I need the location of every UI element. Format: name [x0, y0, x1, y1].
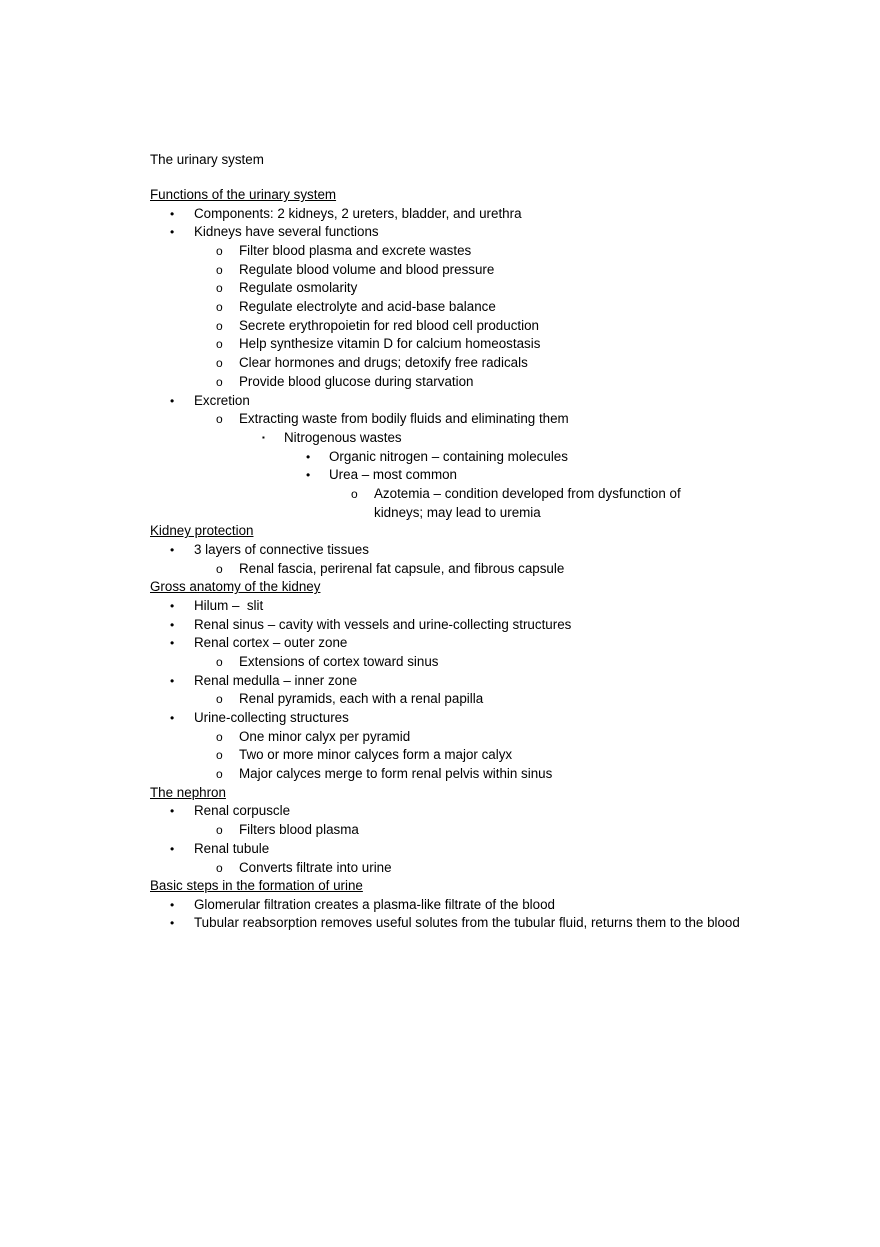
- circle-bullet-icon: o: [216, 412, 223, 427]
- list-item: • Renal cortex – outer zone: [150, 634, 740, 653]
- circle-bullet-icon: o: [216, 654, 223, 669]
- list-item: • Renal medulla – inner zone: [150, 672, 740, 691]
- circle-bullet-icon: o: [216, 860, 223, 875]
- circle-bullet-icon: o: [216, 243, 223, 258]
- circle-bullet-icon: o: [216, 318, 223, 333]
- section-heading-gross-anatomy: Gross anatomy of the kidney: [150, 579, 321, 595]
- list-item: o Secrete erythropoietin for red blood cell production: [150, 317, 740, 336]
- list-item: o Help synthesize vitamin D for calcium homeostasis: [150, 335, 740, 354]
- list-item: o Filters blood plasma: [150, 821, 740, 840]
- list-item: • Renal sinus – cavity with vessels and urine-collecting structures: [150, 616, 740, 635]
- list-item: o Converts filtrate into urine: [150, 859, 740, 878]
- circle-bullet-icon: o: [216, 561, 223, 576]
- disc-bullet-icon: •: [170, 393, 175, 408]
- list-item: • Kidneys have several functions: [150, 223, 740, 242]
- circle-bullet-icon: o: [216, 356, 223, 371]
- list-item: o Filter blood plasma and excrete wastes: [150, 242, 740, 261]
- list-item: o One minor calyx per pyramid: [150, 728, 740, 747]
- section-heading-nephron: The nephron: [150, 784, 226, 800]
- list-item: • Glomerular filtration creates a plasma-like filtrate of the blood: [150, 896, 740, 915]
- disc-bullet-icon: •: [170, 916, 175, 931]
- disc-bullet-icon: •: [170, 711, 175, 726]
- circle-bullet-icon: o: [216, 748, 223, 763]
- disc-bullet-icon: •: [170, 225, 175, 240]
- circle-bullet-icon: o: [216, 281, 223, 296]
- disc-bullet-icon: •: [170, 636, 175, 651]
- list-item: o Azotemia – condition developed from dysfunction of kidneys; may lead to uremia: [351, 486, 681, 520]
- circle-bullet-icon: o: [351, 487, 358, 502]
- list-item: o Renal pyramids, each with a renal papilla: [150, 690, 740, 709]
- list-item: o Two or more minor calyces form a major calyx: [150, 746, 740, 765]
- list-item: • Urea – most common: [150, 466, 740, 485]
- disc-bullet-icon: •: [170, 542, 175, 557]
- list-item: o Extracting waste from bodily fluids and eliminating them: [150, 410, 740, 429]
- list-item: • Organic nitrogen – containing molecules: [150, 448, 740, 467]
- circle-bullet-icon: o: [216, 767, 223, 782]
- list-item: o Provide blood glucose during starvation: [150, 373, 740, 392]
- list-item: o Regulate osmolarity: [150, 279, 740, 298]
- list-item: • Renal tubule: [150, 840, 740, 859]
- list-item: • Components: 2 kidneys, 2 ureters, bladder, and urethra: [150, 205, 740, 224]
- list-item: ▪ Nitrogenous wastes: [150, 429, 740, 448]
- list-item: • Renal corpuscle: [150, 802, 740, 821]
- list-item: o Renal fascia, perirenal fat capsule, and fibrous capsule: [150, 560, 740, 579]
- blank-line: [150, 169, 740, 186]
- list-item: • Urine-collecting structures: [150, 709, 740, 728]
- disc-bullet-icon: •: [170, 673, 175, 688]
- circle-bullet-icon: o: [216, 337, 223, 352]
- list-item: • 3 layers of connective tissues: [150, 541, 740, 560]
- list-item: o Clear hormones and drugs; detoxify free radicals: [150, 354, 740, 373]
- list-item: o Regulate electrolyte and acid-base balance: [150, 298, 740, 317]
- list-item: • Tubular reabsorption removes useful solutes from the tubular fluid, returns them to the blood: [150, 914, 740, 933]
- section-heading-functions: Functions of the urinary system: [150, 187, 337, 202]
- list-item: o Major calyces merge to form renal pelvis within sinus: [150, 765, 740, 784]
- list-item: • Excretion: [150, 392, 740, 411]
- disc-bullet-icon: •: [170, 598, 175, 613]
- document-body: [150, 150, 740, 933]
- circle-bullet-icon: o: [216, 823, 223, 838]
- circle-bullet-icon: o: [216, 262, 223, 277]
- disc-bullet-icon: •: [170, 897, 175, 912]
- circle-bullet-icon: o: [216, 729, 223, 744]
- circle-bullet-icon: o: [216, 374, 223, 389]
- disc-bullet-icon: •: [170, 804, 175, 819]
- disc-bullet-icon: •: [306, 468, 311, 483]
- section-heading-kidney-protection: Kidney protection: [150, 523, 254, 539]
- disc-bullet-icon: •: [170, 206, 175, 221]
- disc-bullet-icon: •: [170, 617, 175, 632]
- list-item: o Regulate blood volume and blood pressure: [150, 261, 740, 280]
- disc-bullet-icon: •: [306, 449, 311, 464]
- disc-bullet-icon: •: [170, 841, 175, 856]
- square-bullet-icon: ▪: [262, 432, 265, 442]
- section-heading-urine-formation: Basic steps in the formation of urine: [150, 878, 363, 894]
- circle-bullet-icon: o: [216, 692, 223, 707]
- list-item: • Hilum – slit: [150, 597, 740, 616]
- document-title: The urinary system: [150, 152, 264, 167]
- circle-bullet-icon: o: [216, 300, 223, 315]
- list-item: o Extensions of cortex toward sinus: [150, 653, 740, 672]
